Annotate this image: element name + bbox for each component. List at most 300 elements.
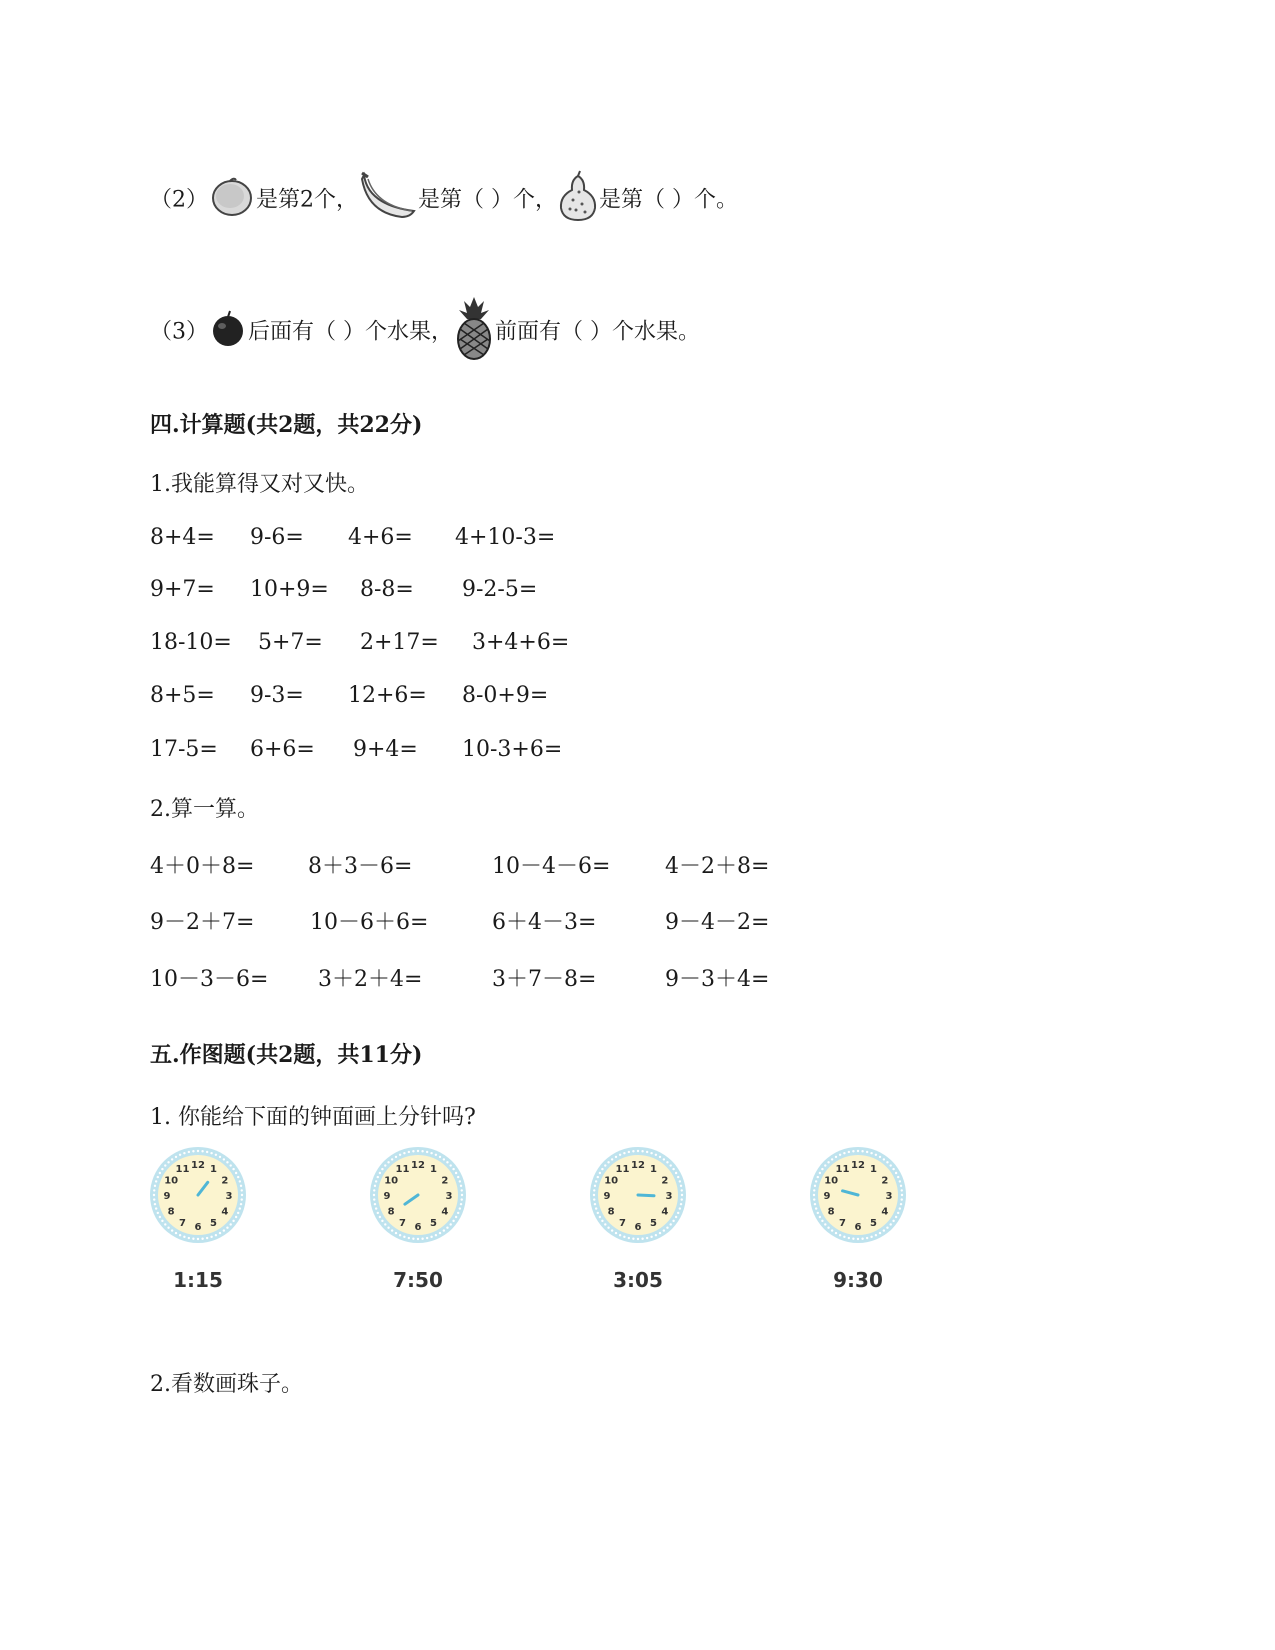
pineapple-icon — [453, 295, 495, 370]
clock-tick — [637, 1238, 639, 1240]
clock-tick — [879, 1232, 881, 1234]
clock-tick — [813, 1194, 815, 1196]
clock-number: 7 — [839, 1217, 846, 1229]
equation: 9－3＋4= — [665, 967, 770, 992]
clock-tick — [815, 1180, 817, 1182]
clock-face[interactable] — [368, 1145, 468, 1245]
clock-number: 1 — [650, 1164, 657, 1176]
clock-tick — [593, 1198, 595, 1200]
clock-tick — [457, 1176, 459, 1178]
equation: 10-3+6= — [462, 737, 563, 762]
clock-tick — [373, 1189, 375, 1191]
clock-number: 2 — [441, 1175, 449, 1187]
clock-tick — [239, 1207, 241, 1209]
clock-tick — [607, 1226, 609, 1228]
clock-tick — [430, 1152, 432, 1154]
clock-tick — [154, 1185, 156, 1187]
clock-tick — [677, 1176, 679, 1178]
clock-tick — [455, 1216, 457, 1218]
clock-tick — [417, 1238, 419, 1240]
clock-face[interactable] — [588, 1145, 688, 1245]
clock-tick — [446, 1226, 448, 1228]
clock-tick — [219, 1232, 221, 1234]
clock-tick — [821, 1220, 823, 1222]
clock-number: 10 — [164, 1175, 179, 1187]
clock-tick — [154, 1203, 156, 1205]
clock-tick — [381, 1168, 383, 1170]
equation: 8+5= — [150, 683, 215, 708]
clock-tick — [460, 1185, 462, 1187]
clock-tick — [449, 1223, 451, 1225]
clock-number: 11 — [615, 1164, 630, 1176]
clock-tick — [593, 1189, 595, 1191]
clock-tick — [870, 1236, 872, 1238]
equation: 3+4+6= — [472, 630, 570, 655]
clock-tick — [843, 1152, 845, 1154]
clock-tick — [672, 1220, 674, 1222]
clock-tick — [827, 1161, 829, 1163]
clock-tick — [615, 1232, 617, 1234]
equation: 10－3－6= — [150, 967, 269, 992]
clock-tick — [607, 1161, 609, 1163]
clock-tick — [679, 1180, 681, 1182]
clock-tick — [435, 1234, 437, 1236]
equation: 8＋3－6= — [308, 854, 413, 879]
clock-tick — [192, 1238, 194, 1240]
clock-tick — [601, 1220, 603, 1222]
clock-tick — [659, 1232, 661, 1234]
clock-number: 8 — [167, 1206, 175, 1218]
clock-face[interactable] — [148, 1145, 248, 1245]
clock-tick — [835, 1232, 837, 1234]
equation: 10－6＋6= — [310, 910, 429, 935]
orange-icon — [208, 172, 256, 229]
clock-tick — [192, 1150, 194, 1152]
clock-tick — [461, 1189, 463, 1191]
equation: 8-8= — [360, 577, 414, 602]
clock-tick — [439, 1156, 441, 1158]
clock-tick — [153, 1189, 155, 1191]
clock-tick — [201, 1150, 203, 1152]
clock-tick — [599, 1172, 601, 1174]
equation: 10－4－6= — [492, 854, 611, 879]
clock-tick — [461, 1198, 463, 1200]
clock-tick — [852, 1150, 854, 1152]
clock-tick — [161, 1168, 163, 1170]
clock-tick — [412, 1150, 414, 1152]
clock-tick — [883, 1229, 885, 1231]
clock-tick — [452, 1168, 454, 1170]
clock-tick — [374, 1203, 376, 1205]
clock-tick — [374, 1185, 376, 1187]
equation: 4+6= — [348, 525, 413, 550]
clock-number: 12 — [631, 1160, 645, 1171]
equation: 9+7= — [150, 577, 215, 602]
clock-tick — [681, 1198, 683, 1200]
clock-tick — [663, 1229, 665, 1231]
clock-number: 3 — [225, 1191, 233, 1202]
banana-icon — [358, 171, 418, 230]
clock-tick — [611, 1158, 613, 1160]
clock-tick — [675, 1172, 677, 1174]
clock-face[interactable] — [808, 1145, 908, 1245]
clock-tick — [669, 1164, 671, 1166]
clock-tick — [680, 1203, 682, 1205]
clock-number: 3 — [445, 1191, 453, 1202]
clock-tick — [395, 1232, 397, 1234]
clock-number: 10 — [604, 1175, 619, 1187]
question-2-text-1: 是第2个， — [256, 187, 358, 213]
question-2-text-2: 是第（ ）个， — [418, 187, 557, 213]
clock-tick — [421, 1238, 423, 1240]
clock-tick — [681, 1194, 683, 1196]
clock-tick — [188, 1151, 190, 1153]
clock-number: 10 — [384, 1175, 399, 1187]
clock-tick — [895, 1216, 897, 1218]
clock-tick — [646, 1151, 648, 1153]
clock-tick — [161, 1220, 163, 1222]
clock-tick — [443, 1158, 445, 1160]
clock-number: 6 — [194, 1222, 202, 1233]
clock-tick — [677, 1212, 679, 1214]
clock-tick — [460, 1203, 462, 1205]
clock-number: 5 — [210, 1217, 217, 1229]
clock-tick — [206, 1151, 208, 1153]
clock-tick — [672, 1168, 674, 1170]
clock-tick — [240, 1185, 242, 1187]
clock-tick — [210, 1236, 212, 1238]
clock-tick — [892, 1168, 894, 1170]
equation: 9－4－2= — [665, 910, 770, 935]
clock-tick — [848, 1237, 850, 1239]
equation: 9-3= — [250, 683, 304, 708]
clock-tick — [813, 1189, 815, 1191]
clock-tick — [628, 1151, 630, 1153]
clock-tick — [814, 1185, 816, 1187]
equation: 4＋0＋8= — [150, 854, 255, 879]
clock-tick — [900, 1185, 902, 1187]
clock-tick — [669, 1223, 671, 1225]
clock-tick — [632, 1238, 634, 1240]
clock-tick — [439, 1232, 441, 1234]
clock-number: 12 — [191, 1160, 205, 1171]
clock-tick — [443, 1229, 445, 1231]
clock-tick — [901, 1198, 903, 1200]
clock-tick — [391, 1158, 393, 1160]
clock-tick — [659, 1156, 661, 1158]
clock-tick — [232, 1220, 234, 1222]
clock-tick — [412, 1238, 414, 1240]
clock-number: 4 — [661, 1206, 669, 1218]
equation: 9+4= — [353, 737, 418, 762]
clock-tick — [373, 1198, 375, 1200]
section-5-title: 五.作图题(共2题，共11分) — [150, 1042, 423, 1068]
clock-tick — [615, 1156, 617, 1158]
clock-tick — [819, 1216, 821, 1218]
clock-tick — [395, 1156, 397, 1158]
clock-tick — [215, 1154, 217, 1156]
equation: 10+9= — [250, 577, 329, 602]
clock-tick — [375, 1180, 377, 1182]
clock-tick — [839, 1234, 841, 1236]
clock-tick — [666, 1161, 668, 1163]
clock-number: 5 — [650, 1217, 657, 1229]
pear-icon — [557, 170, 599, 231]
clock-tick — [459, 1180, 461, 1182]
clock-tick — [889, 1223, 891, 1225]
clock-tick — [188, 1237, 190, 1239]
clock-tick — [857, 1150, 859, 1152]
clock-tick — [594, 1185, 596, 1187]
clock-tick — [628, 1237, 630, 1239]
clock-tick — [601, 1168, 603, 1170]
clock-number: 4 — [221, 1206, 229, 1218]
equation: 9-6= — [250, 525, 304, 550]
clock-number: 1 — [210, 1164, 217, 1176]
clock-number: 12 — [851, 1160, 865, 1171]
clock-time-label: 1:15 — [173, 1268, 223, 1292]
clock-tick — [641, 1150, 643, 1152]
clock-tick — [594, 1203, 596, 1205]
clock-time-label: 3:05 — [613, 1268, 663, 1292]
clock-number: 5 — [430, 1217, 437, 1229]
question-3-text-2: 前面有（ ）个水果。 — [495, 319, 700, 345]
clock-tick — [597, 1176, 599, 1178]
clock-tick — [377, 1176, 379, 1178]
clock-tick — [835, 1156, 837, 1158]
clock-number: 1 — [430, 1164, 437, 1176]
clock-tick — [235, 1172, 237, 1174]
clock-tick — [157, 1212, 159, 1214]
section-5-problem-1-title: 1. 你能给下面的钟面画上分针吗? — [150, 1105, 476, 1130]
equation: 2+17= — [360, 630, 439, 655]
clock-number: 7 — [619, 1217, 626, 1229]
clock-tick — [384, 1164, 386, 1166]
clock-tick — [226, 1161, 228, 1163]
clock-tick — [852, 1238, 854, 1240]
clock-number: 11 — [175, 1164, 190, 1176]
clock-tick — [391, 1229, 393, 1231]
clock-tick — [619, 1154, 621, 1156]
question-2-text-3: 是第（ ）个。 — [599, 187, 738, 213]
section-4-problem-1-title: 1.我能算得又对又快。 — [150, 472, 369, 497]
clock-tick — [886, 1226, 888, 1228]
clock-tick — [379, 1216, 381, 1218]
clock-tick — [593, 1194, 595, 1196]
clock-tick — [379, 1172, 381, 1174]
clock-tick — [870, 1152, 872, 1154]
clock-tick — [159, 1172, 161, 1174]
clock-tick — [164, 1164, 166, 1166]
clock-tick — [457, 1212, 459, 1214]
clock-number: 1 — [870, 1164, 877, 1176]
clock-tick — [452, 1220, 454, 1222]
clock-tick — [375, 1207, 377, 1209]
clock-tick — [883, 1158, 885, 1160]
clock-tick — [815, 1207, 817, 1209]
clock-tick — [646, 1237, 648, 1239]
clock-tick — [408, 1237, 410, 1239]
clock-tick — [827, 1226, 829, 1228]
equation: 6+6= — [250, 737, 315, 762]
clock-tick — [240, 1203, 242, 1205]
clock-tick — [666, 1226, 668, 1228]
clock-time-label: 9:30 — [833, 1268, 883, 1292]
clock-tick — [848, 1151, 850, 1153]
clock-tick — [892, 1220, 894, 1222]
clock-tick — [175, 1232, 177, 1234]
clock-tick — [595, 1207, 597, 1209]
clock-number: 2 — [881, 1175, 889, 1187]
clock-number: 9 — [603, 1191, 611, 1202]
clock-tick — [215, 1234, 217, 1236]
clock-tick — [241, 1194, 243, 1196]
clock-tick — [889, 1164, 891, 1166]
clock-tick — [899, 1207, 901, 1209]
clock-tick — [650, 1236, 652, 1238]
clock-tick — [679, 1207, 681, 1209]
clock-number: 7 — [179, 1217, 186, 1229]
clock-tick — [813, 1198, 815, 1200]
clock-number: 4 — [881, 1206, 889, 1218]
clock-tick — [866, 1151, 868, 1153]
clock-tick — [866, 1237, 868, 1239]
clock-number: 2 — [661, 1175, 669, 1187]
clock-tick — [595, 1180, 597, 1182]
clock-tick — [623, 1152, 625, 1154]
section-4-title: 四.计算题(共2题，共22分) — [150, 412, 423, 438]
clock-tick — [637, 1150, 639, 1152]
clock-tick — [611, 1229, 613, 1231]
clock-tick — [875, 1154, 877, 1156]
equation: 3＋2＋4= — [318, 967, 423, 992]
clock-tick — [663, 1158, 665, 1160]
clock-tick — [175, 1156, 177, 1158]
clock-tick — [373, 1194, 375, 1196]
clock-tick — [831, 1229, 833, 1231]
clock-number: 12 — [411, 1160, 425, 1171]
clock-number: 9 — [823, 1191, 831, 1202]
clock-tick — [403, 1236, 405, 1238]
clock-tick — [399, 1154, 401, 1156]
clock-number: 2 — [221, 1175, 229, 1187]
clock-tick — [901, 1194, 903, 1196]
equation: 18-10= — [150, 630, 232, 655]
equation: 8+4= — [150, 525, 215, 550]
apple-icon — [208, 308, 248, 357]
clock-number: 5 — [870, 1217, 877, 1229]
clock-tick — [857, 1238, 859, 1240]
clock-tick — [459, 1207, 461, 1209]
clock-tick — [817, 1176, 819, 1178]
clock-tick — [237, 1176, 239, 1178]
clock-tick — [455, 1172, 457, 1174]
clock-tick — [449, 1164, 451, 1166]
clock-tick — [901, 1189, 903, 1191]
clock-tick — [408, 1151, 410, 1153]
question-2-prefix: （2） — [150, 187, 208, 213]
clock-tick — [675, 1216, 677, 1218]
clock-tick — [817, 1212, 819, 1214]
clock-tick — [239, 1180, 241, 1182]
clock-tick — [223, 1229, 225, 1231]
clock-tick — [426, 1151, 428, 1153]
clock-tick — [377, 1212, 379, 1214]
clock-number: 11 — [395, 1164, 410, 1176]
clock-tick — [164, 1223, 166, 1225]
question-3-prefix: （3） — [150, 319, 208, 345]
clock-tick — [171, 1229, 173, 1231]
clock-tick — [381, 1220, 383, 1222]
clock-tick — [201, 1238, 203, 1240]
clock-number: 9 — [163, 1191, 171, 1202]
clock-tick — [879, 1156, 881, 1158]
clock-tick — [167, 1161, 169, 1163]
clock-tick — [229, 1164, 231, 1166]
clock-tick — [167, 1226, 169, 1228]
clock-tick — [900, 1203, 902, 1205]
clock-tick — [681, 1189, 683, 1191]
clock-tick — [223, 1158, 225, 1160]
clock-tick — [229, 1223, 231, 1225]
clock-tick — [461, 1194, 463, 1196]
clock-tick — [861, 1150, 863, 1152]
equation: 9－2＋7= — [150, 910, 255, 935]
clock-number: 6 — [414, 1222, 422, 1233]
clock-tick — [235, 1216, 237, 1218]
equation: 8-0+9= — [462, 683, 549, 708]
clock-number: 10 — [824, 1175, 839, 1187]
clock-tick — [421, 1150, 423, 1152]
clock-tick — [183, 1152, 185, 1154]
clock-tick — [237, 1212, 239, 1214]
clock-tick — [159, 1216, 161, 1218]
question-2 — [150, 170, 738, 231]
clock-tick — [899, 1180, 901, 1182]
equation: 3＋7－8= — [492, 967, 597, 992]
clock-tick — [599, 1216, 601, 1218]
clock-tick — [399, 1234, 401, 1236]
clock-tick — [387, 1161, 389, 1163]
clock-tick — [387, 1226, 389, 1228]
clock-tick — [839, 1154, 841, 1156]
clock-tick — [886, 1161, 888, 1163]
clock-tick — [155, 1180, 157, 1182]
clock-tick — [197, 1238, 199, 1240]
clock-tick — [435, 1154, 437, 1156]
equation: 12+6= — [348, 683, 427, 708]
clock-number: 7 — [399, 1217, 406, 1229]
clock-tick — [206, 1237, 208, 1239]
clock-time-label: 7:50 — [393, 1268, 443, 1292]
clock-tick — [650, 1152, 652, 1154]
clock-tick — [241, 1189, 243, 1191]
clock-tick — [403, 1152, 405, 1154]
clock-number: 8 — [387, 1206, 395, 1218]
clock-number: 3 — [885, 1191, 893, 1202]
clock-number: 8 — [607, 1206, 615, 1218]
clock-tick — [824, 1223, 826, 1225]
clock-tick — [680, 1185, 682, 1187]
clock-tick — [604, 1164, 606, 1166]
clock-tick — [183, 1236, 185, 1238]
clock-tick — [179, 1234, 181, 1236]
equation: 4－2＋8= — [665, 854, 770, 879]
clock-number: 9 — [383, 1191, 391, 1202]
equation: 4+10-3= — [455, 525, 556, 550]
section-5-problem-2-title: 2.看数画珠子。 — [150, 1372, 303, 1397]
clock-tick — [232, 1168, 234, 1170]
